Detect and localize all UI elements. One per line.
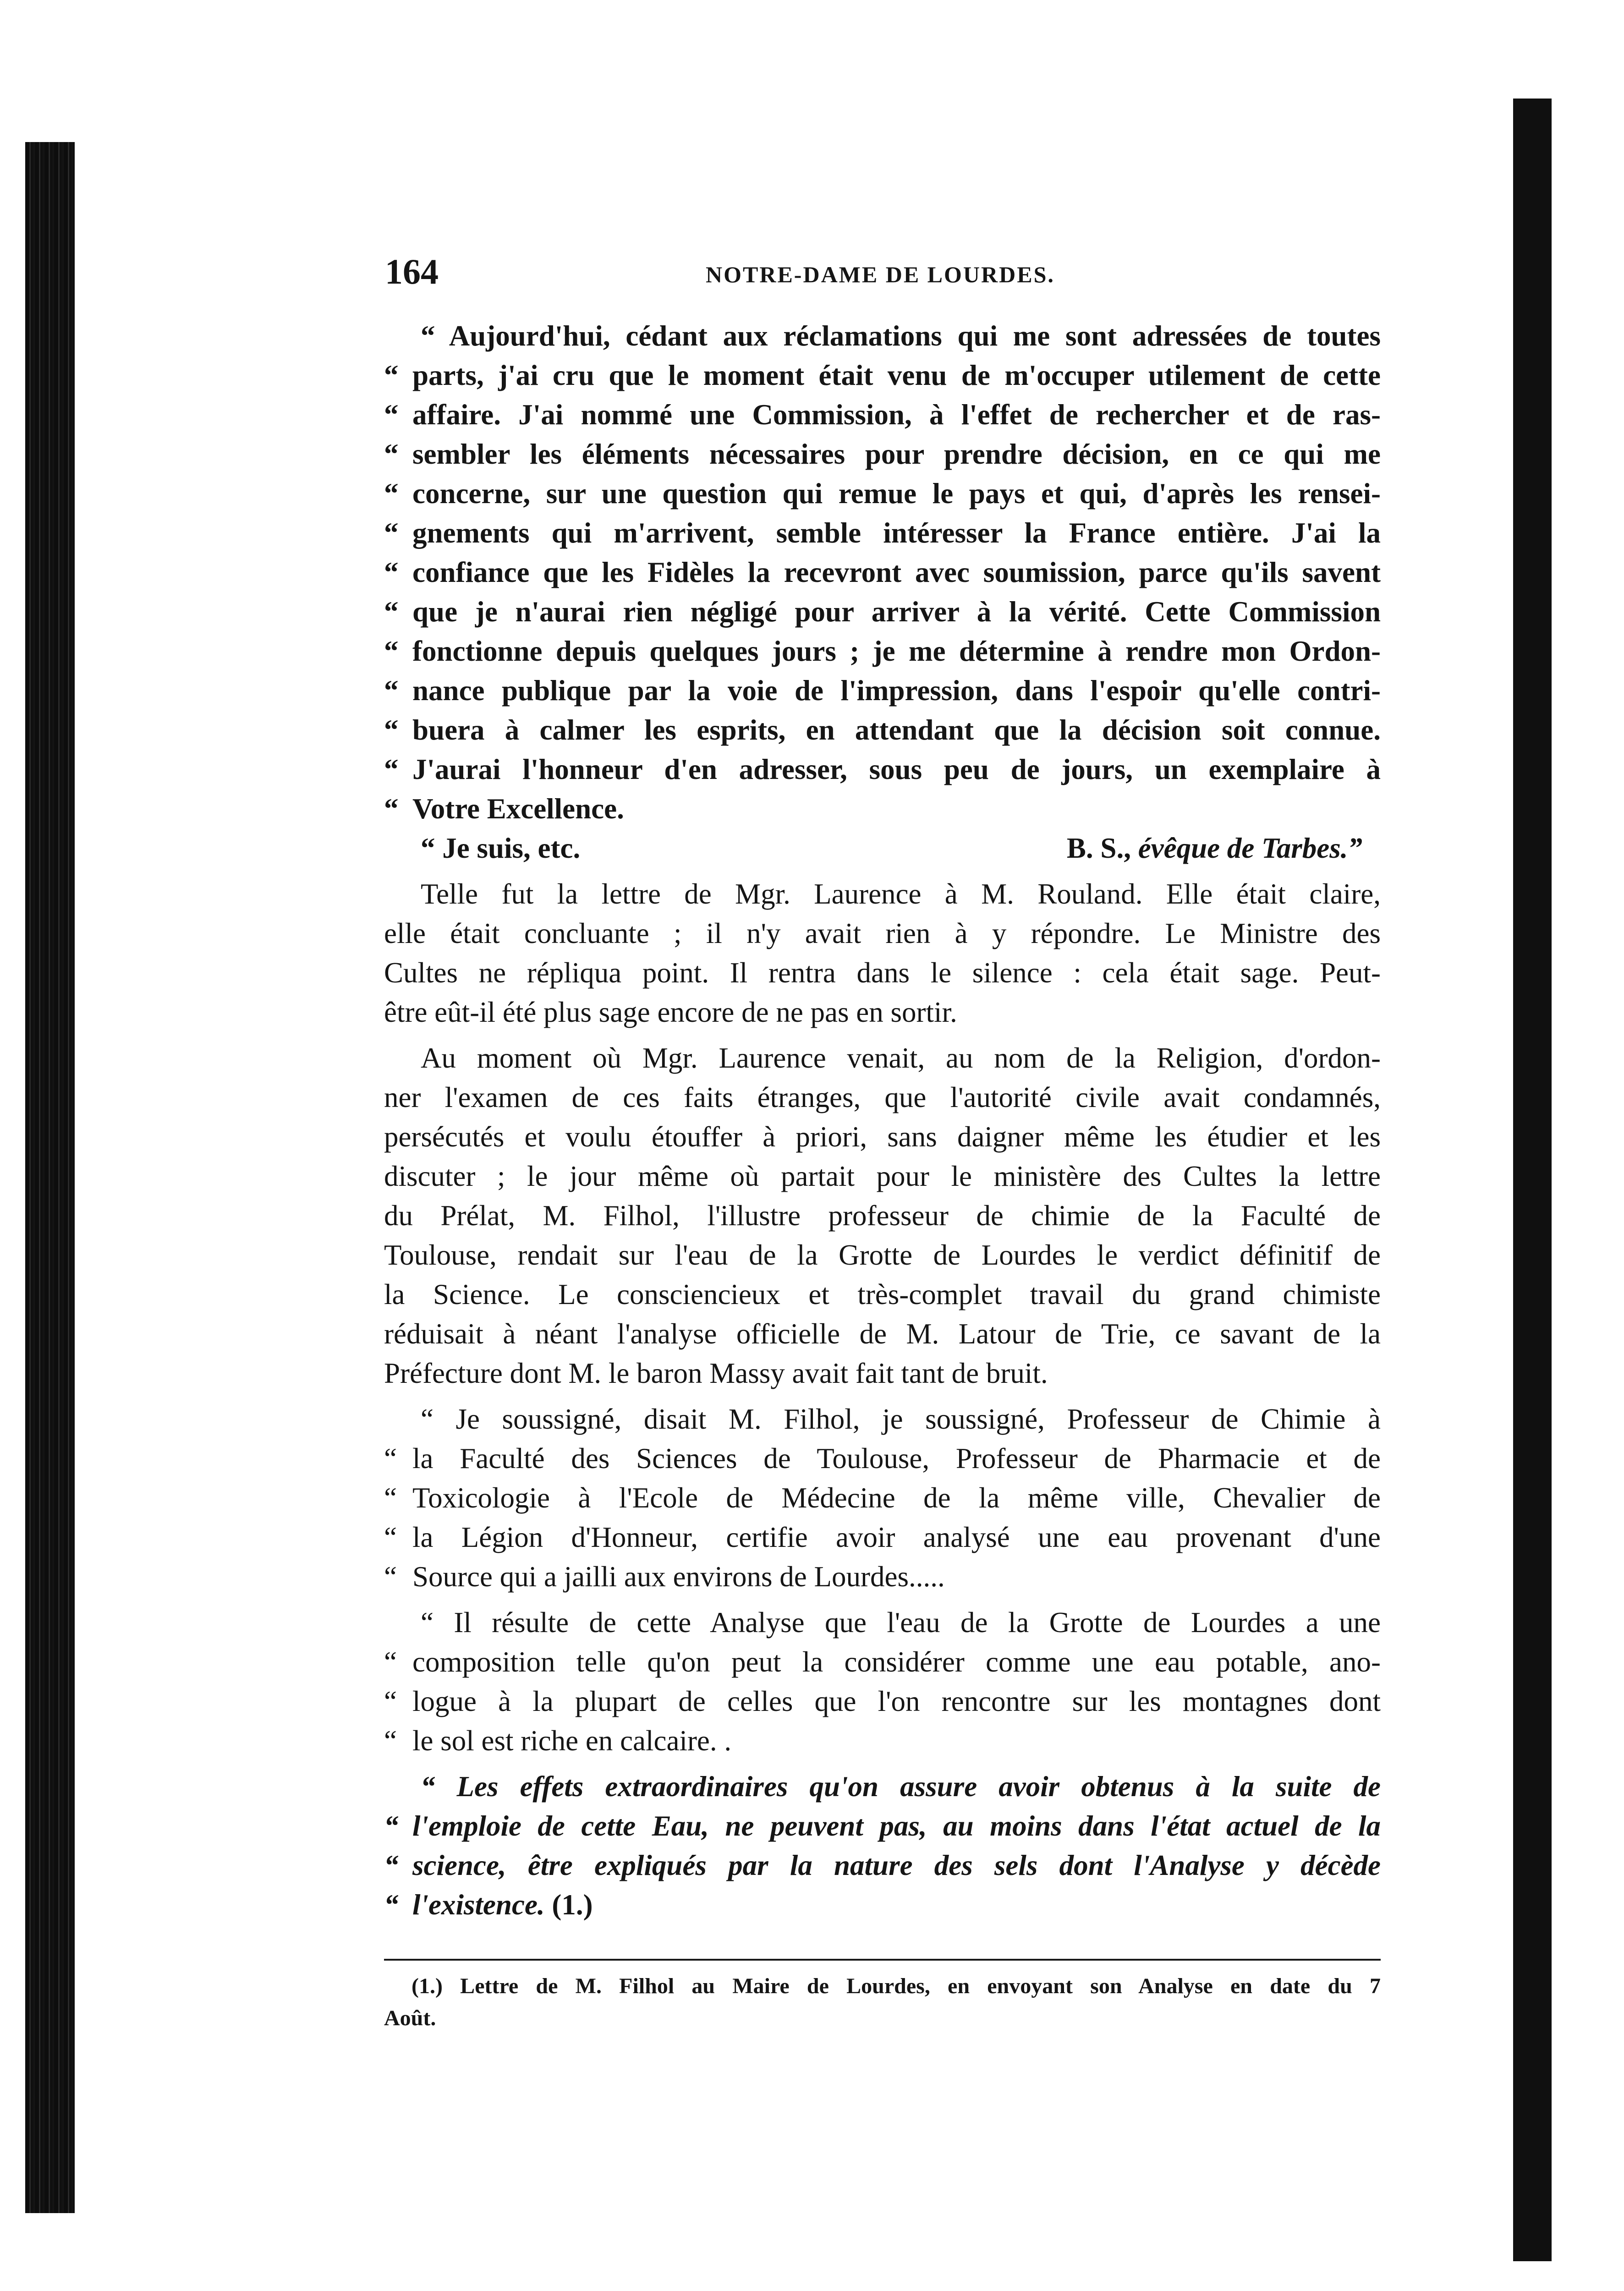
- text-line: “ Les effets extraordinaires qu'on assure avoir obtenus à la suite de: [421, 1770, 1381, 1803]
- text-line: “ parts, j'ai cru que le moment était venu de m'occuper utilement de cette: [384, 359, 1381, 391]
- text-line: “ sembler les éléments nécessaires pour prendre décision, en ce qui me: [384, 438, 1381, 470]
- footnote-line: (1.) Lettre de M. Filhol au Maire de Lourdes, en envoyant son Analyse en date du 7: [411, 1974, 1381, 1998]
- text-line: elle était concluante ; il n'y avait rien à y répondre. Le Ministre des: [384, 917, 1381, 949]
- text-line: “ buera à calmer les esprits, en attendant que la décision soit connue.: [384, 714, 1381, 746]
- paragraph: [384, 1038, 1381, 1393]
- text-line: discuter ; le jour même où partait pour le ministère des Cultes la lettre: [384, 1160, 1381, 1192]
- text-line: “ Source qui a jailli aux environs de Lourdes.....: [384, 1561, 945, 1593]
- signatory: B. S., évêque de Tarbes.”: [1066, 832, 1362, 864]
- text-line: “ fonctionne depuis quelques jours ; je me détermine à rendre mon Ordon-: [384, 635, 1381, 667]
- footnote: [384, 1970, 1381, 2034]
- page-number: 164: [385, 252, 439, 291]
- text-line: Au moment où Mgr. Laurence venait, au nom de la Religion, d'ordon-: [421, 1042, 1381, 1074]
- text-line: “ composition telle qu'on peut la considérer comme une eau potable, ano-: [384, 1646, 1381, 1678]
- text-line: “ gnements qui m'arrivent, semble intéresser la France entière. J'ai la: [384, 517, 1381, 549]
- text-line: Préfecture dont M. le baron Massy avait fait tant de bruit.: [384, 1357, 1048, 1389]
- text-line: “ Votre Excellence.: [384, 793, 624, 825]
- text-line: être eût-il été plus sage encore de ne pas en sortir.: [384, 996, 957, 1028]
- text-line: “ confiance que les Fidèles la recevront avec soumission, parce qu'ils savent: [384, 556, 1381, 588]
- certificate-quote: [384, 1399, 1381, 1596]
- text-line: Telle fut la lettre de Mgr. Laurence à M. Rouland. Elle était claire,: [421, 878, 1381, 910]
- footnote-divider: [384, 1959, 1381, 1961]
- page-body: [384, 316, 1381, 1924]
- text-line: “ Toxicologie à l'Ecole de Médecine de la même ville, Chevalier de: [384, 1482, 1381, 1514]
- conclusion-quote: [384, 1767, 1381, 1924]
- text-line: ner l'examen de ces faits étranges, que l'autorité civile avait condamnés,: [384, 1081, 1381, 1113]
- text-line: “ logue à la plupart de celles que l'on rencontre sur les montagnes dont: [384, 1685, 1381, 1717]
- text-line: “ Aujourd'hui, cédant aux réclamations qui me sont adressées de toutes: [421, 320, 1381, 352]
- footnote-reference: (1.): [552, 1889, 593, 1921]
- result-quote: [384, 1603, 1381, 1760]
- page-header: [385, 251, 1393, 301]
- text-line: “ l'existence. (1.): [384, 1889, 593, 1921]
- running-title: NOTRE-DAME DE LOURDES.: [706, 262, 1055, 287]
- text-line: “ que je n'aurai rien négligé pour arriver à la vérité. Cette Commission: [384, 596, 1381, 628]
- scan-binding-edge-left: [25, 142, 75, 2213]
- text-line: réduisait à néant l'analyse officielle de M. Latour de Trie, ce savant de la: [384, 1318, 1381, 1350]
- letter-signature: [384, 828, 1381, 868]
- text-line: “ concerne, sur une question qui remue le pays et qui, d'après les rensei-: [384, 477, 1381, 510]
- paragraph: [384, 874, 1381, 1032]
- text-line: “ Il résulte de cette Analyse que l'eau de la Grotte de Lourdes a une: [421, 1606, 1381, 1639]
- text-line: “ la Légion d'Honneur, certifie avoir analysé une eau provenant d'une: [384, 1521, 1381, 1553]
- footnote-line: Août.: [384, 2006, 436, 2030]
- text-line: “ affaire. J'ai nommé une Commission, à l'effet de rechercher et de ras-: [384, 399, 1381, 431]
- scan-binding-edge-right: [1513, 99, 1552, 2261]
- text-line: persécutés et voulu étouffer à priori, sans daigner même les étudier et les: [384, 1121, 1381, 1153]
- letter-quote: [384, 316, 1381, 868]
- text-line: “ le sol est riche en calcaire. .: [384, 1725, 732, 1757]
- text-line: “ nance publique par la voie de l'impression, dans l'espoir qu'elle contri-: [384, 674, 1381, 707]
- text-line: du Prélat, M. Filhol, l'illustre professeur de chimie de la Faculté de: [384, 1200, 1381, 1232]
- closing-formula: “ Je suis, etc.: [421, 832, 581, 864]
- text-line: Toulouse, rendait sur l'eau de la Grotte de Lourdes le verdict définitif de: [384, 1239, 1381, 1271]
- text-line: “ la Faculté des Sciences de Toulouse, Professeur de Pharmacie et de: [384, 1442, 1381, 1474]
- text-line: “ Je soussigné, disait M. Filhol, je soussigné, Professeur de Chimie à: [421, 1403, 1381, 1435]
- text-line: Cultes ne répliqua point. Il rentra dans le silence : cela était sage. Peut-: [384, 957, 1381, 989]
- text-line: la Science. Le consciencieux et très-complet travail du grand chimiste: [384, 1278, 1381, 1310]
- text-line: “ J'aurai l'honneur d'en adresser, sous peu de jours, un exemplaire à: [384, 753, 1381, 785]
- text-line: “ l'emploie de cette Eau, ne peuvent pas, au moins dans l'état actuel de la: [384, 1810, 1381, 1842]
- text-line: “ science, être expliqués par la nature des sels dont l'Analyse y décède: [384, 1849, 1381, 1881]
